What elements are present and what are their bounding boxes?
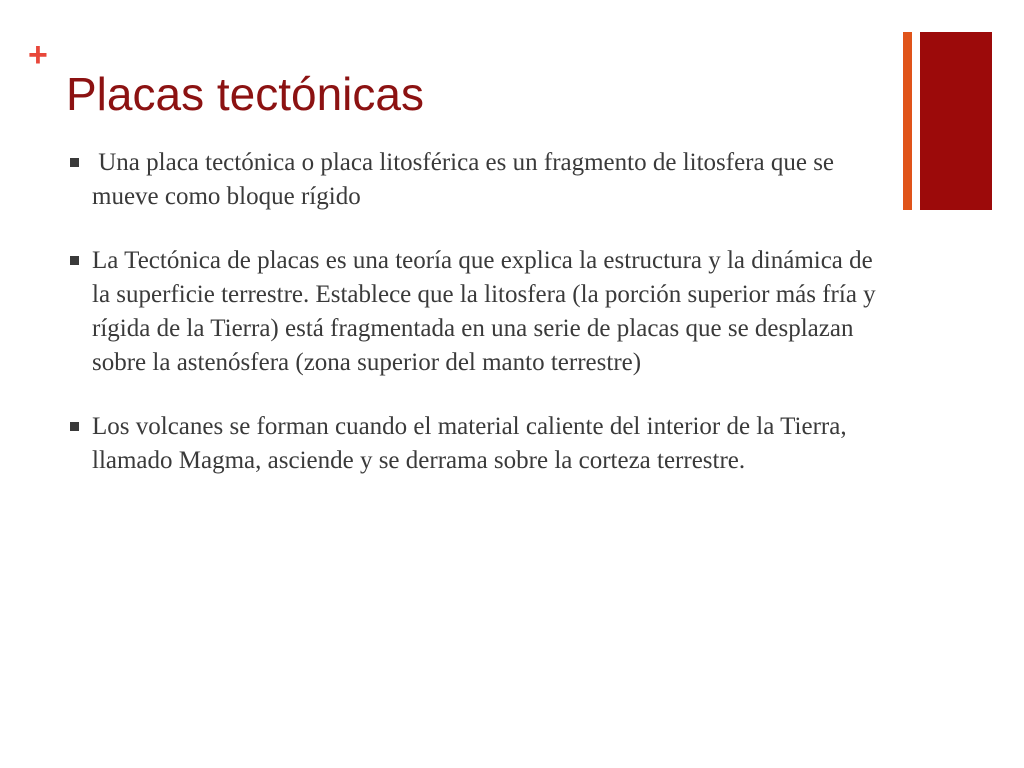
square-bullet-icon: [70, 158, 79, 167]
bullet-item: [66, 410, 896, 478]
bullet-text: Una placa tectónica o placa litosférica es un fragmento de litosfera que se mueve como bloque rígido: [92, 149, 841, 210]
plus-icon: +: [28, 36, 48, 74]
slide-title: Placas tectónicas: [66, 68, 424, 120]
square-bullet-icon: [70, 256, 79, 265]
bullet-item: [66, 244, 896, 380]
bullet-list: [66, 146, 896, 508]
bullet-text: La Tectónica de placas es una teoría que explica la estructura y la dinámica de la superficie terrestre. Establece que la litosfera (la porción superior más fría y rígida de la Tierra) está fragmentada en una serie de placas que se desplazan sobre la astenósfera (zona superior del manto terrestre): [92, 247, 876, 376]
bullet-text: Los volcanes se forman cuando el material caliente del interior de la Tierra, llamado Magma, asciende y se derrama sobre la corteza terrestre.: [92, 413, 847, 474]
accent-bar-thin: [903, 32, 912, 210]
bullet-item: [66, 146, 896, 214]
accent-bar-thick: [920, 32, 992, 210]
square-bullet-icon: [70, 422, 79, 431]
